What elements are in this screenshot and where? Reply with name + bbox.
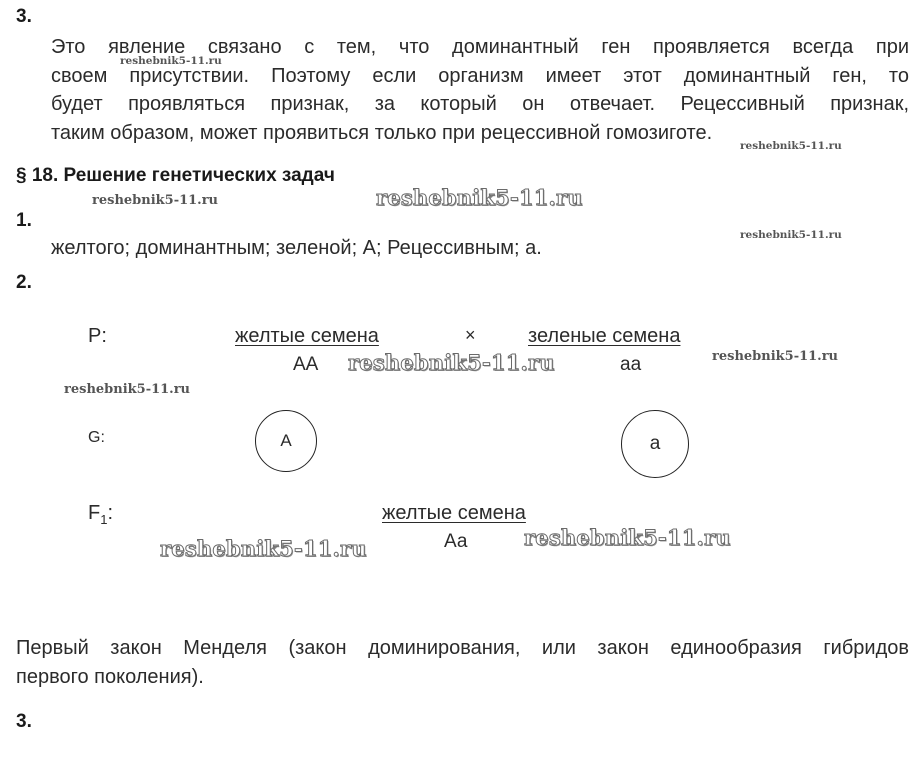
offspring-phenotype: желтые семена xyxy=(382,502,526,524)
explanation-paragraph xyxy=(51,33,909,147)
conclusion-line-2: первого поколения). xyxy=(16,665,204,688)
task1-answer: желтого; доминантным; зеленой; А; Рецессивным; а. xyxy=(51,237,542,259)
offspring-genotype: Аа xyxy=(444,531,468,552)
watermark-2: reshebnik5-11.ru xyxy=(740,140,842,152)
watermark-1: reshebnik5-11.ru xyxy=(120,55,222,67)
paragraph-line-1: Это явление связано с тем, что доминантный ген проявляется всегда при xyxy=(51,36,909,58)
parent2-genotype: аа xyxy=(620,354,642,375)
gamete-1-allele: А xyxy=(280,431,292,450)
parent2-phenotype: зеленые семена xyxy=(528,325,681,347)
item-number-3-bottom: 3. xyxy=(16,711,32,732)
watermark-10: reshebnik5-11.ru xyxy=(524,525,731,550)
gamete-2-allele: а xyxy=(649,433,661,454)
paragraph-line-4: таким образом, может проявиться только при рецессивной гомозиготе. xyxy=(51,121,713,144)
parent1-phenotype: желтые семена xyxy=(235,325,379,347)
gamete-circle-2 xyxy=(621,410,689,478)
task-number-2: 2. xyxy=(16,272,32,293)
watermark-8: reshebnik5-11.ru xyxy=(64,382,191,397)
watermark-6: reshebnik5-11.ru xyxy=(348,350,555,375)
parents-label: P: xyxy=(88,325,107,347)
paragraph-line-2: своем присутствии. Поэтому если организм имеет этот доминантный ген, то xyxy=(51,64,909,87)
conclusion-paragraph xyxy=(16,634,909,691)
parent1-genotype: АА xyxy=(293,354,319,375)
task-number-1: 1. xyxy=(16,210,32,231)
f1-letter: F xyxy=(88,502,101,524)
gamete-circle-1 xyxy=(255,410,317,472)
watermark-5: reshebnik5-11.ru xyxy=(740,229,842,241)
watermark-7: reshebnik5-11.ru xyxy=(712,349,839,364)
watermark-9: reshebnik5-11.ru xyxy=(160,536,367,561)
cross-symbol: × xyxy=(465,325,476,345)
gametes-label: G: xyxy=(88,429,105,446)
conclusion-line-1: Первый закон Менделя (закон доминирования, или закон единообразия гибридов xyxy=(16,637,909,659)
item-number-3-top: 3. xyxy=(16,6,32,27)
watermark-3: reshebnik5-11.ru xyxy=(92,193,219,208)
section-heading: § 18. Решение генетических задач xyxy=(16,165,335,186)
f1-subscript: 1 xyxy=(100,512,108,527)
f1-label xyxy=(88,502,113,527)
watermark-4: reshebnik5-11.ru xyxy=(376,185,583,210)
paragraph-line-3: будет проявляться признак, за который он отвечает. Рецессивный признак, xyxy=(51,93,909,115)
f1-colon: : xyxy=(107,502,114,524)
